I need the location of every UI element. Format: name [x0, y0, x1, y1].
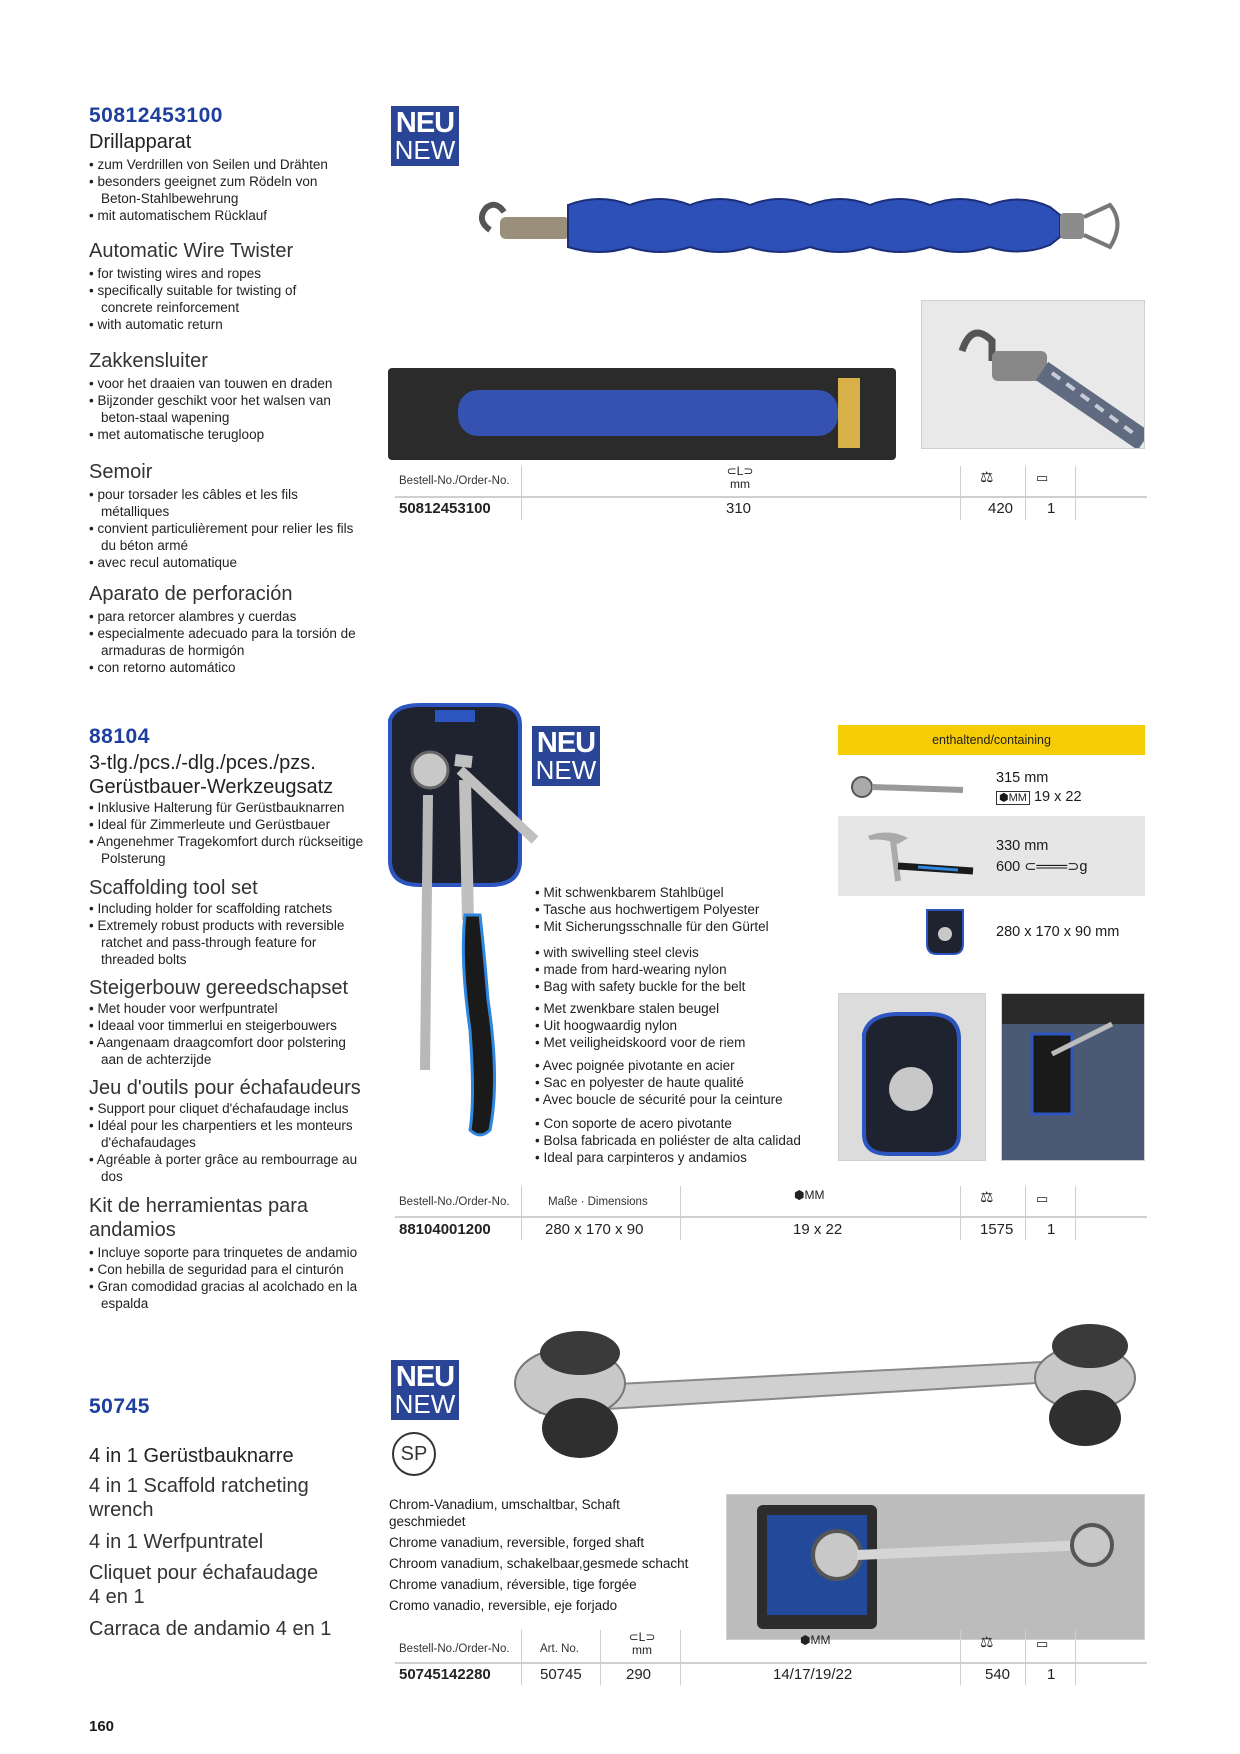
length-value: 310	[726, 500, 752, 517]
qty-value: 1	[1047, 1666, 1056, 1683]
bullets-nl: • Met houder voor werfpuntratel • Ideaal voor timmerlui en steigerbouwers • Aangenaam draagcomfort door polstering aan de achterzijde	[89, 1000, 369, 1068]
product-title-es: Aparato de perforación	[89, 583, 293, 605]
article-number: 50812453100	[89, 104, 223, 127]
bullets-en: • Including holder for scaffolding ratchets • Extremely robust products with reversible ratchet and pass-through feature for threaded bolts	[89, 900, 369, 968]
hammer-icon	[858, 826, 978, 886]
product-title-nl: 4 in 1 Werfpuntratel	[89, 1531, 264, 1553]
material-desc-fr: Chrome vanadium, réversible, tige forgée	[389, 1577, 637, 1592]
product-title-nl: Zakkensluiter	[89, 350, 208, 372]
page-number: 160	[89, 1718, 115, 1735]
bag-photo	[838, 993, 986, 1161]
tool-set-image	[380, 700, 540, 1160]
bullets-en: • for twisting wires and ropes • specifically suitable for twisting of concrete reinforcement • with automatic return	[89, 265, 319, 333]
bag-icon	[923, 904, 967, 956]
material-desc-nl: Chroom vanadium, schakelbaar,gesmede schacht	[389, 1556, 689, 1571]
material-desc-es: Cromo vanadio, reversible, eje forjado	[389, 1598, 618, 1613]
order-no: 50812453100	[399, 500, 491, 517]
product-title-es: Kit de herramientas para andamios	[89, 1195, 309, 1241]
product-title-en: 4 in 1 Scaffold ratcheting wrench	[89, 1475, 309, 1521]
length-header: ⊂L⊃ mm	[628, 1630, 656, 1657]
product-title-fr: Semoir	[89, 461, 153, 483]
product-title-nl: Steigerbouw gereedschapset	[89, 977, 349, 999]
dimensions-value: 280 x 170 x 90	[545, 1221, 644, 1238]
product-title-en: Scaffolding tool set	[89, 877, 258, 899]
product-title-de: Gerüstbauer-Werkzeugsatz	[89, 776, 334, 798]
worker-photo	[1001, 993, 1145, 1161]
package-qty-icon: ▭	[1036, 1636, 1049, 1651]
bullets-de: • zum Verdrillen von Seilen und Drähten • besonders geeignet zum Rödeln von Beton-Stahlbewehrung • mit automatischem Rücklauf	[89, 156, 359, 224]
bullets-nl: • voor het draaien van touwen en draden • Bijzonder geschikt voor het walsen van beton-staal wapening • met automatische terugloop	[89, 375, 364, 443]
art-no-header: Art. No.	[540, 1643, 579, 1655]
component-ratchet: 315 mm ⬢MM 19 x 22	[838, 760, 1145, 812]
bullets-es: • Incluye soporte para trinquetes de andamio • Con hebilla de seguridad para el cinturón • Gran comodidad gracias al acolchado en la espalda	[89, 1244, 374, 1312]
material-desc-de: Chrom-Vanadium, umschaltbar, Schaft geschmiedet	[389, 1497, 620, 1529]
features-nl: • Met zwenkbare stalen beugel • Uit hoogwaardig nylon • Met veiligheidskoord voor de riem	[535, 1000, 835, 1051]
weight-icon: ⚖	[980, 469, 994, 486]
length-value: 290	[626, 1666, 652, 1683]
qty-value: 1	[1047, 1221, 1056, 1238]
order-no-header: Bestell-No./Order-No.	[399, 1196, 510, 1208]
bullets-es: • para retorcer alambres y cuerdas • especialmente adecuado para la torsión de armaduras de hormigón • con retorno automático	[89, 608, 369, 676]
qty-value: 1	[1047, 500, 1056, 517]
article-number: 50745	[89, 1395, 150, 1418]
component-hammer: 330 mm 600 ⊂═══⊃g	[838, 816, 1145, 896]
order-no-header: Bestell-No./Order-No.	[399, 475, 510, 487]
length-icon: ⊂L⊃	[628, 1630, 656, 1644]
weight-icon: ⚖	[980, 1189, 994, 1206]
material-desc-en: Chrome vanadium, reversible, forged shaft	[389, 1535, 645, 1550]
order-no: 88104001200	[399, 1221, 491, 1238]
package-qty-icon: ▭	[1036, 1191, 1049, 1206]
sizes-value: 14/17/19/22	[773, 1666, 853, 1683]
bullets-fr: • Support pour cliquet d'échafaudage inclus • Idéal pour les charpentiers et les monteurs d'échafaudages • Agréable à porter grâce au rembourrage au dos	[89, 1100, 374, 1185]
new-badge: NEU NEW	[532, 726, 600, 786]
features-de: • Mit schwenkbarem Stahlbügel • Tasche aus hochwertigem Polyester • Mit Sicherungsschnalle für den Gürtel	[535, 884, 835, 935]
ratchet-icon	[848, 770, 968, 804]
hex-icon: ⬢	[794, 1188, 805, 1202]
length-icon: ⊂L⊃	[726, 464, 754, 478]
wire-twister-image	[460, 175, 1140, 265]
package-image	[388, 368, 896, 460]
weight-value: 1575	[980, 1221, 1014, 1238]
weight-value: 540	[985, 1666, 1011, 1683]
product-title-fr: Cliquet pour échafaudage 4 en 1	[89, 1562, 319, 1608]
pieces-label: 3-tlg./pcs./-dlg./pces./pzs.	[89, 752, 316, 774]
hex-icon: ⬢	[800, 1633, 811, 1647]
features-en: • with swivelling steel clevis • made from hard-wearing nylon • Bag with safety buckle for the belt	[535, 944, 835, 995]
product-title-de: 4 in 1 Gerüstbauknarre	[89, 1445, 294, 1467]
bullets-de: • Inklusive Halterung für Gerüstbauknarren • Ideal für Zimmerleute und Gerüstbauer • Angenehmer Tragekomfort durch rückseitige Polsterung	[89, 799, 369, 867]
hook-closeup-image	[921, 300, 1145, 449]
hammer-weight-icon: ⊂═══⊃	[1024, 859, 1080, 875]
package-qty-icon: ▭	[1036, 470, 1049, 485]
product-title-es: Carraca de andamio 4 en 1	[89, 1618, 332, 1640]
new-badge: NEU NEW	[391, 106, 459, 166]
component-bag: 280 x 170 x 90 mm	[838, 900, 1145, 960]
weight-icon: ⚖	[980, 1634, 994, 1651]
wrench-package-photo	[726, 1494, 1145, 1640]
product-title-fr: Jeu d'outils pour échafaudeurs	[89, 1077, 361, 1099]
dimensions-header: Maße · Dimensions	[548, 1196, 648, 1208]
features-fr: • Avec poignée pivotante en acier • Sac en polyester de haute qualité • Avec boucle de sécurité pour la ceinture	[535, 1057, 835, 1108]
order-no: 50745142280	[399, 1666, 491, 1683]
new-badge: NEU NEW	[391, 1360, 459, 1420]
product-title-de: Drillapparat	[89, 131, 192, 153]
ratchet-wrench-image	[500, 1318, 1150, 1478]
article-number: 88104	[89, 725, 150, 748]
containing-header: enthaltend/containing	[838, 725, 1145, 755]
hex-size-header: ⬢MM	[794, 1188, 825, 1202]
order-no-header: Bestell-No./Order-No.	[399, 1643, 510, 1655]
hex-size-header: ⬢MM	[800, 1633, 831, 1647]
hex-mm-icon: ⬢MM	[996, 791, 1030, 805]
product-title-en: Automatic Wire Twister	[89, 240, 294, 262]
features-es: • Con soporte de acero pivotante • Bolsa fabricada en poliéster de alta calidad • Ideal para carpinteros y andamios	[535, 1115, 835, 1166]
art-no-value: 50745	[540, 1666, 582, 1683]
weight-value: 420	[988, 500, 1014, 517]
sp-badge: SP	[392, 1432, 436, 1476]
length-header: ⊂L⊃ mm	[726, 464, 754, 491]
size-value: 19 x 22	[793, 1221, 843, 1238]
bullets-fr: • pour torsader les câbles et les fils métalliques • convient particulièrement pour relier les fils du béton armé • avec recul automatique	[89, 486, 364, 571]
